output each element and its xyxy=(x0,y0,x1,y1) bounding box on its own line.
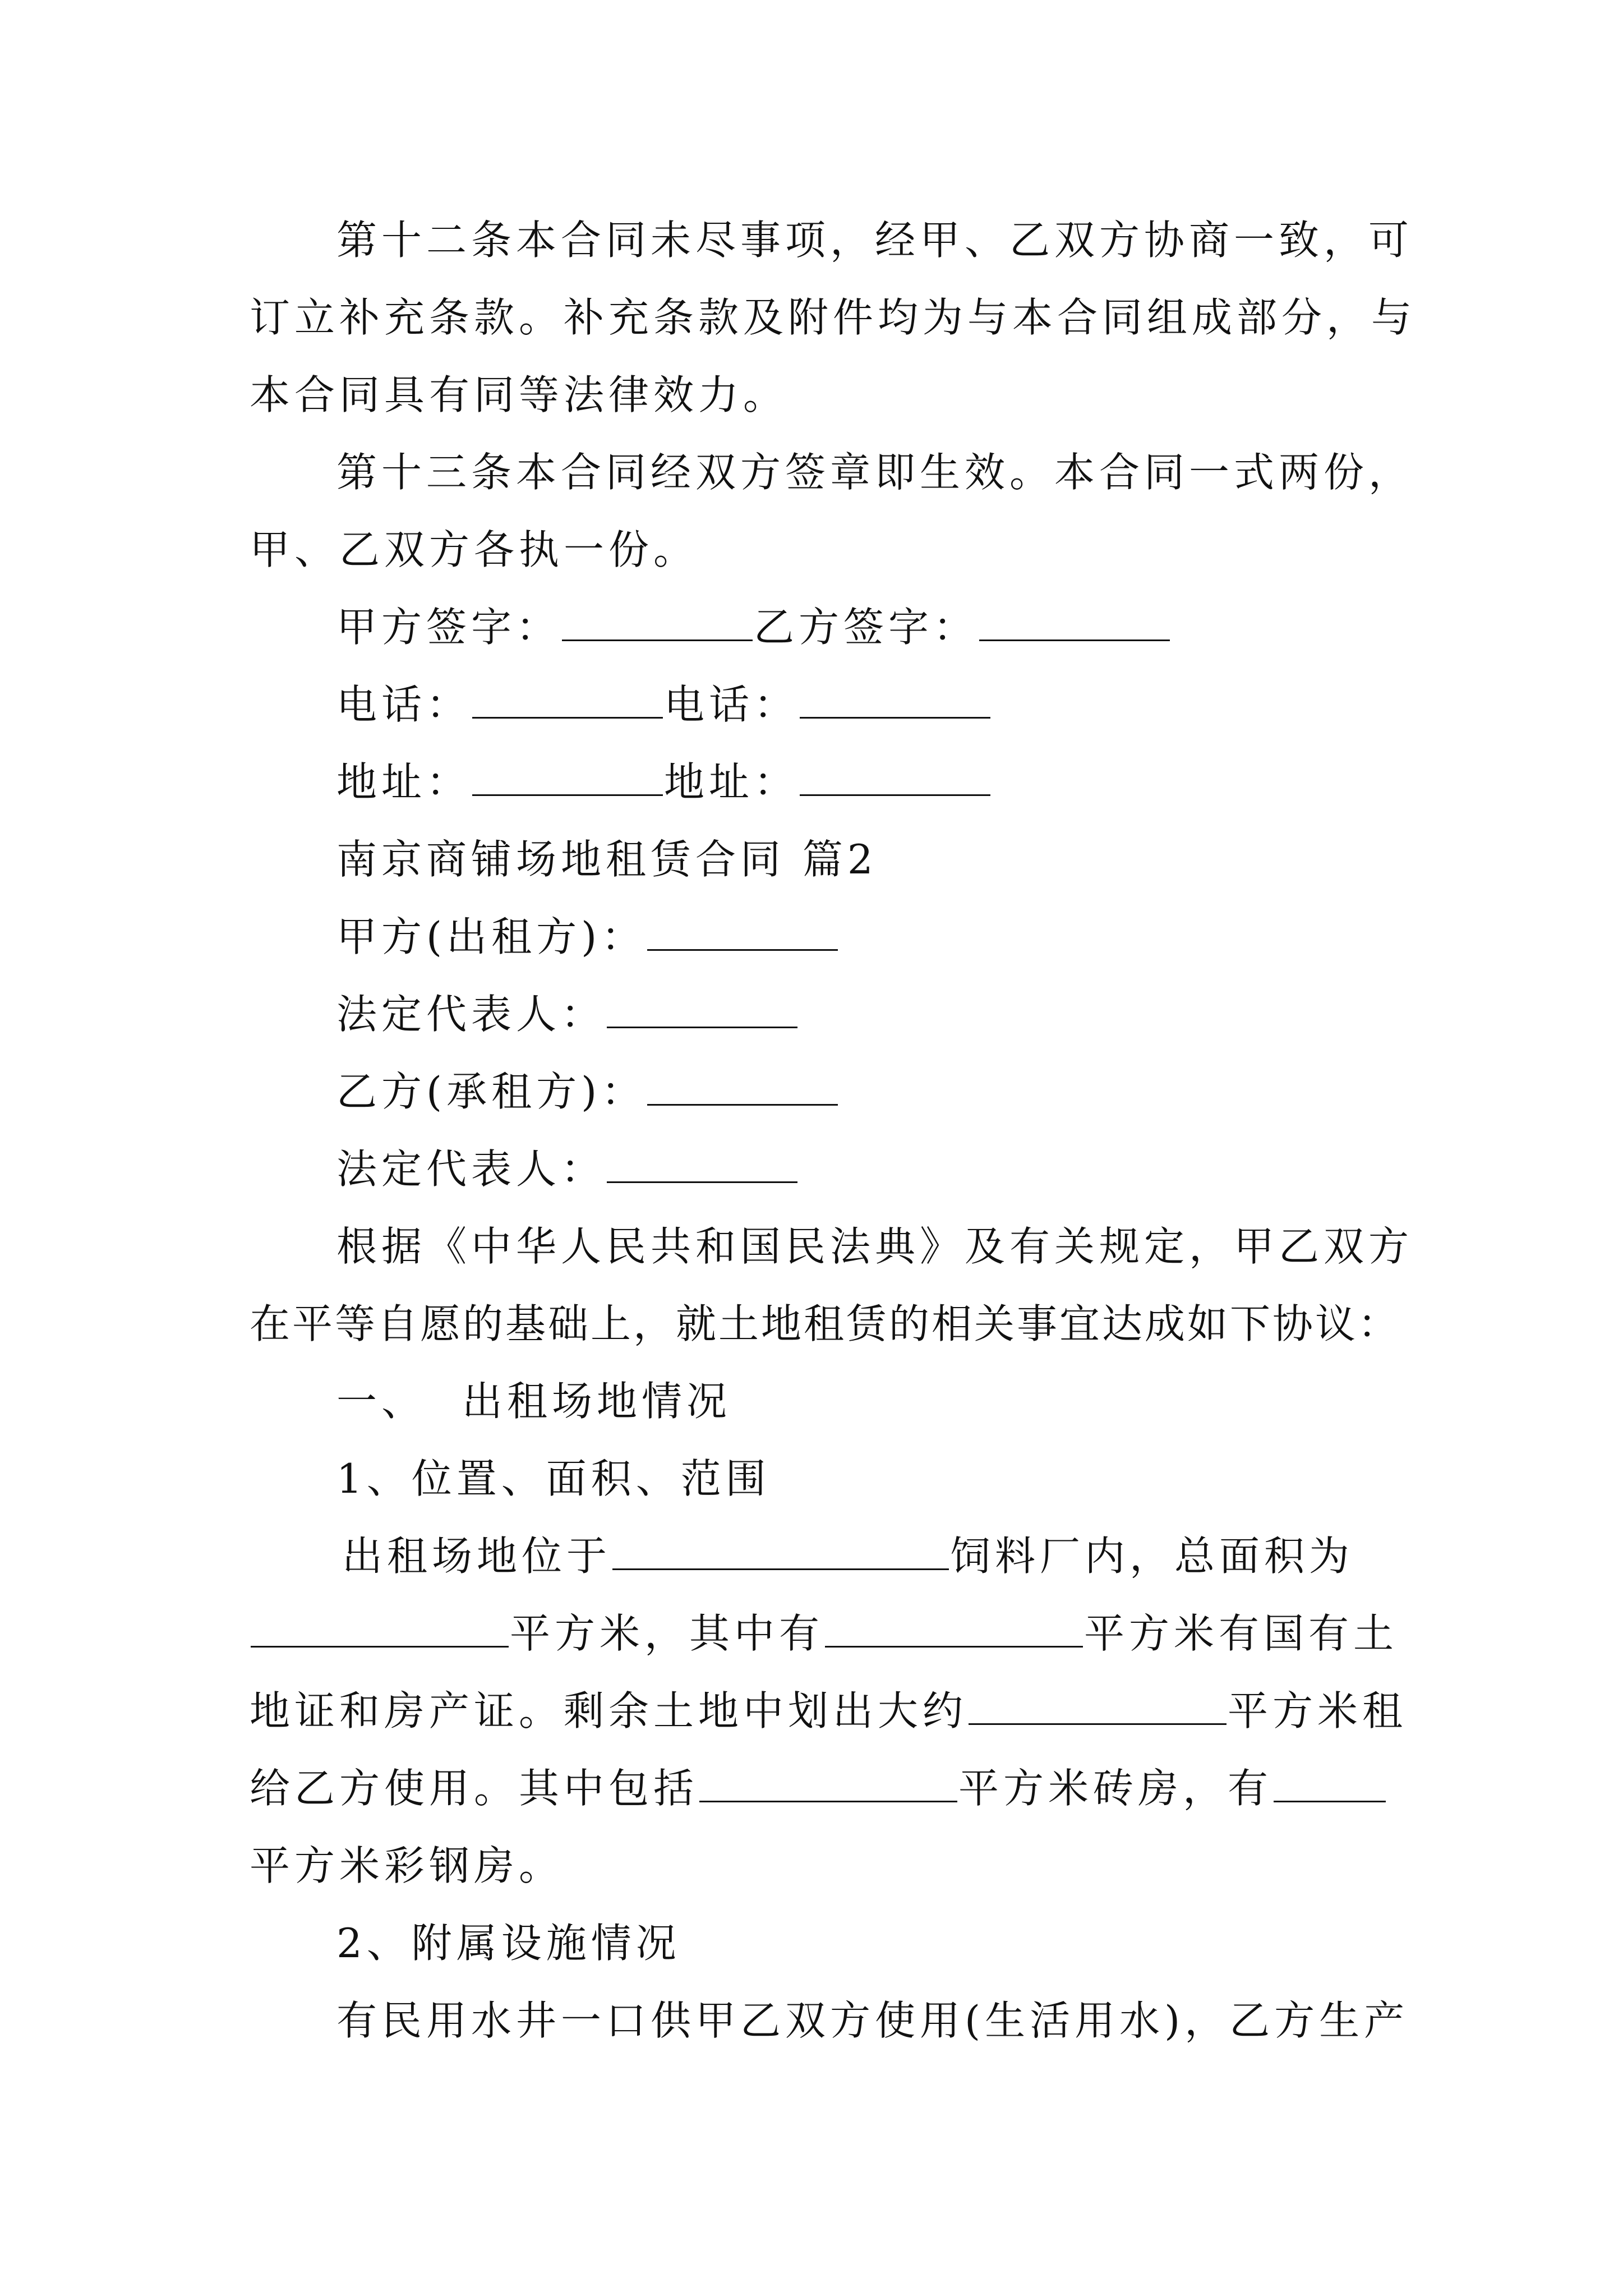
party-b-address-label: 地址： xyxy=(664,758,799,806)
certified-area-label: 平方米，其中有 xyxy=(510,1610,824,1657)
article-13-line-2: 甲、乙双方各执一份。 xyxy=(250,526,699,573)
section-1-heading xyxy=(336,1378,732,1425)
leased-area-unit: 平方米租 xyxy=(1228,1687,1408,1734)
factory-area-label: 饲料厂内，总面积为 xyxy=(950,1533,1354,1580)
lessee-representative-blank xyxy=(607,1152,797,1183)
phone-row xyxy=(336,681,992,728)
leased-area-blank xyxy=(969,1694,1227,1725)
state-land-label: 平方米有国有土 xyxy=(1084,1610,1399,1657)
section-1-title: 出租场地情况 xyxy=(462,1378,732,1425)
item-1-heading: 1、位置、面积、范围 xyxy=(336,1455,771,1502)
party-a-phone-blank xyxy=(472,688,663,719)
steel-house-blank xyxy=(1274,1772,1386,1802)
lessor-label: 甲方(出租方)： xyxy=(336,913,647,960)
item-2-heading: 2、附属设施情况 xyxy=(336,1920,681,1967)
article-13-line-1: 第十三条本合同经双方签章即生效。本合同一式两份， xyxy=(336,449,1414,496)
party-a-signature-label: 甲方签字： xyxy=(336,604,561,651)
steel-house-label: 平方米砖房，有 xyxy=(958,1765,1273,1812)
lessee-representative-label: 法定代表人： xyxy=(336,1145,606,1193)
item-1-line-4 xyxy=(250,1765,1387,1812)
item-1-line-2 xyxy=(250,1610,1399,1657)
section-1-number: 一、 xyxy=(336,1378,427,1425)
location-blank xyxy=(612,1539,949,1570)
intro-line-1: 根据《中华人民共和国民法典》及有关规定，甲乙双方 xyxy=(336,1223,1414,1270)
lessee-row xyxy=(336,1068,839,1115)
lessor-representative-row xyxy=(336,991,799,1038)
party-a-address-blank xyxy=(472,765,663,796)
lessor-representative-label: 法定代表人： xyxy=(336,991,606,1038)
contract-2-title: 南京商铺场地租赁合同 篇2 xyxy=(336,836,878,883)
party-b-address-blank xyxy=(800,765,990,796)
brick-house-label: 给乙方使用。其中包括 xyxy=(250,1765,699,1812)
lessor-blank xyxy=(647,920,838,951)
item-1-line-5: 平方米彩钢房。 xyxy=(250,1842,564,1889)
party-b-phone-label: 电话： xyxy=(664,681,799,728)
item-2-line-1: 有民用水井一口供甲乙双方使用(生活用水)，乙方生产 xyxy=(336,1997,1409,2044)
certified-area-blank xyxy=(825,1617,1083,1648)
article-12-line-3: 本合同具有同等法律效力。 xyxy=(250,371,789,418)
article-12-line-1: 第十二条本合同未尽事项，经甲、乙双方协商一致，可 xyxy=(336,217,1414,264)
lessor-row xyxy=(336,913,839,960)
location-label: 出租场地位于 xyxy=(342,1533,612,1580)
lessee-representative-row xyxy=(336,1145,799,1193)
item-1-line-1 xyxy=(342,1533,1354,1580)
item-1-line-3 xyxy=(250,1687,1408,1734)
party-a-address-label: 地址： xyxy=(336,758,472,806)
intro-line-2: 在平等自愿的基础上，就土地租赁的相关事宜达成如下协议： xyxy=(250,1300,1401,1347)
article-12-line-2: 订立补充条款。补充条款及附件均为与本合同组成部分，与 xyxy=(250,294,1417,341)
party-a-phone-label: 电话： xyxy=(336,681,472,728)
lessor-representative-blank xyxy=(607,997,797,1028)
total-area-blank xyxy=(251,1617,509,1648)
brick-house-blank xyxy=(699,1772,957,1802)
lessee-blank xyxy=(647,1075,838,1106)
lessee-label: 乙方(承租方)： xyxy=(336,1068,647,1115)
party-b-signature-blank xyxy=(979,610,1170,641)
party-b-signature-label: 乙方签字： xyxy=(754,604,979,651)
remaining-land-label: 地证和房产证。剩余土地中划出大约 xyxy=(250,1687,968,1734)
signature-row xyxy=(336,604,1171,651)
address-row xyxy=(336,758,992,806)
party-b-phone-blank xyxy=(800,688,990,719)
party-a-signature-blank xyxy=(562,610,753,641)
